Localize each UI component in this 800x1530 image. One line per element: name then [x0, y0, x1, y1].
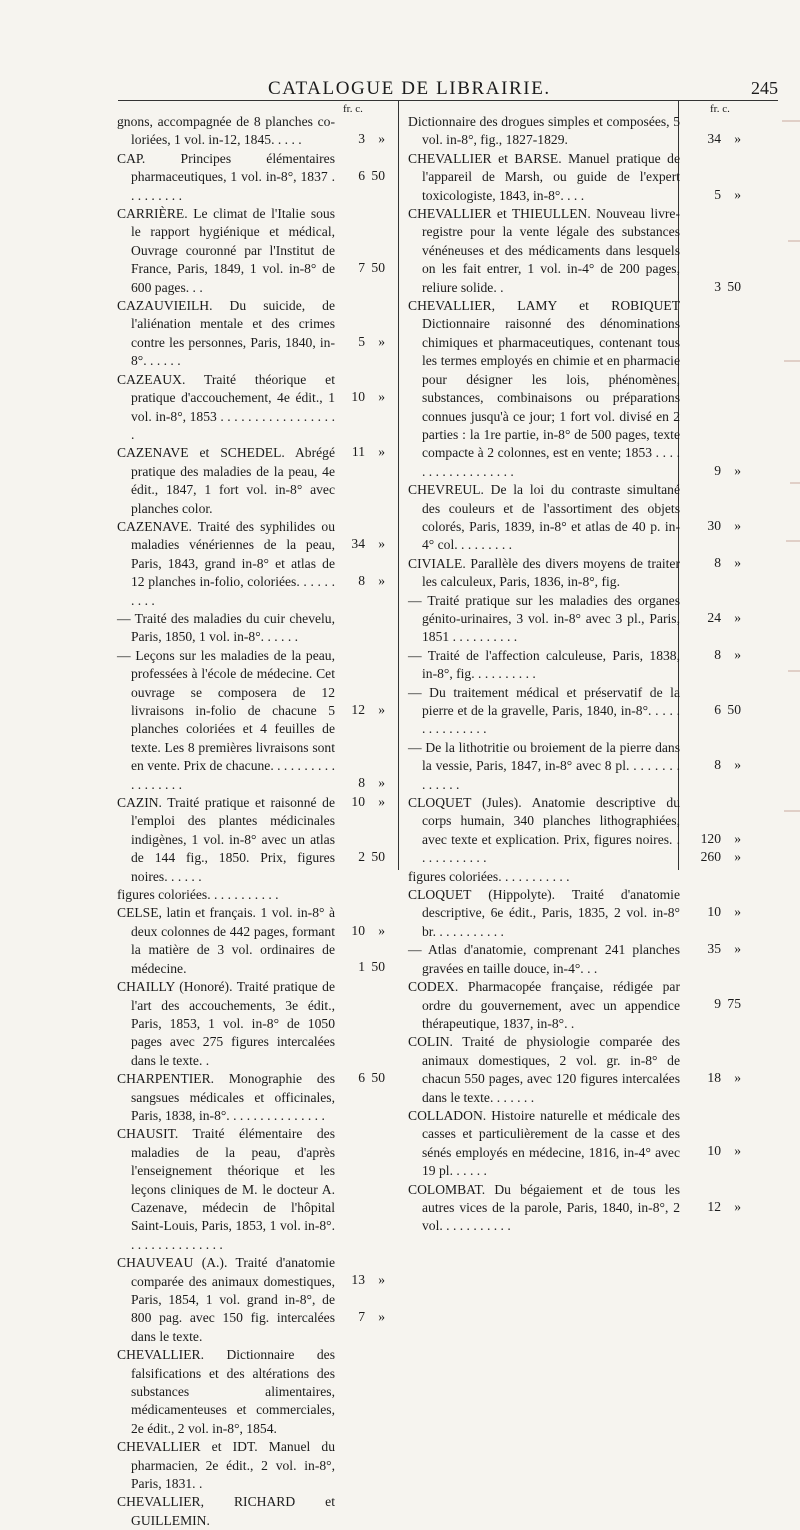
price-row	[695, 647, 741, 663]
left-column	[117, 113, 335, 1530]
right-column	[408, 113, 680, 1236]
catalogue-entry: — Traité de l'affection calculeuse, Paris, 1838, in-8°, fig. . . . . . . . . .	[408, 647, 680, 682]
catalogue-entry: COLOMBAT. Du bégaiement et de tous les autres vices de la parole, Paris, 1840, in-8°, 2 vol. . . . . . . . . . .	[408, 1181, 680, 1234]
price-row	[339, 1070, 385, 1086]
price-francs: 35	[707, 941, 721, 956]
running-title: CATALOGUE DE LIBRAIRIE.	[268, 78, 551, 99]
price-centimes: »	[378, 701, 385, 717]
catalogue-entry: CHEVALLIER, RICHARD et GUILLEMIN.	[117, 1494, 335, 1528]
catalogue-entry: — Traité des maladies du cuir chevelu, Paris, 1850, 1 vol. in-8°. . . . . .	[117, 610, 335, 645]
price-row	[695, 1070, 741, 1086]
catalogue-entry: gnons, accompagnée de 8 planches co-loriées, 1 vol. in-12, 1845. . . . .	[117, 114, 335, 148]
price-row	[339, 573, 385, 589]
catalogue-entry: CHAUVEAU (A.). Traité d'anatomie comparée des animaux domestiques, Paris, 1854, 1 vol. grand in-8°, de 800 pag. avec 150 fig. intercalées dans le texte.	[117, 1255, 335, 1344]
price-centimes: »	[734, 941, 741, 956]
price-francs: 34	[351, 536, 365, 552]
price-centimes: »	[734, 646, 741, 662]
column-divider	[398, 100, 399, 870]
price-francs: 1	[358, 959, 365, 975]
page-edge-bleed	[778, 110, 800, 870]
price-row	[339, 775, 385, 791]
price-centimes: »	[734, 517, 741, 533]
price-row	[339, 849, 385, 865]
price-centimes: 50	[371, 260, 385, 276]
price-header-right: fr. c.	[710, 103, 730, 115]
price-row	[339, 959, 385, 975]
header-rule	[118, 100, 778, 101]
catalogue-entry: CHARPENTIER. Monographie des sangsues médicales et officinales, Paris, 1838, in-8°. . . . . . . . . . . . . . .	[117, 1071, 335, 1123]
catalogue-entry: — Leçons sur les maladies de la peau, professées à l'école de médecine. Cet ouvrage se composera de 12 livraisons in-folio de chacune 5 planches coloriées et 4 feuilles de texte. Les 8 premières livraisons sont en vente. Prix de chacune. . . . . . . . . . . . . . . . . .	[117, 647, 335, 792]
catalogue-entry: figures coloriées. . . . . . . . . . .	[408, 868, 570, 884]
price-row	[339, 1272, 385, 1288]
catalogue-entry: CHEVALLIER. Dictionnaire des falsifications et des altérations des substances alimentaires, médicamenteuses et commerciales, 2e édit., 2 vol. in-8°, 1854.	[117, 1347, 335, 1436]
price-francs: 3	[714, 278, 721, 294]
price-francs: 10	[351, 922, 365, 938]
catalogue-entry: — Atlas d'anatomie, comprenant 241 planches gravées en taille douce, in-4°. . .	[408, 942, 680, 976]
price-row	[695, 463, 741, 479]
price-centimes: »	[734, 609, 741, 625]
price-centimes: »	[378, 333, 385, 349]
catalogue-entry: CAZENAVE. Traité des syphilides ou maladies vénériennes de la peau, Paris, 1843, grand in-8° et atlas de 12 planches in-folio, coloriées. . . . . . . . . .	[117, 518, 335, 608]
price-row	[695, 996, 741, 1012]
price-francs: 6	[358, 1069, 365, 1085]
price-centimes: 50	[371, 168, 385, 184]
price-row	[695, 187, 741, 203]
price-francs: 120	[700, 830, 721, 846]
price-row	[695, 757, 741, 773]
price-francs: 12	[351, 701, 365, 717]
price-row	[695, 555, 741, 571]
price-francs: 24	[707, 609, 721, 625]
price-centimes: »	[378, 775, 385, 791]
price-row	[695, 1143, 741, 1159]
price-centimes: »	[734, 186, 741, 202]
catalogue-entry: CLOQUET (Jules). Anatomie descriptive du corps humain, 340 planches lithographiées, avec texte et explication. Prix, figures noires. . . . . . . . . . . .	[408, 795, 680, 866]
catalogue-entry: CELSE, latin et français. 1 vol. in-8° à deux colonnes de 442 pages, formant la matière de 3 vol. ordinaires de médecine.	[117, 905, 335, 976]
page-header	[118, 78, 778, 102]
price-row	[695, 941, 741, 957]
price-row	[695, 702, 741, 718]
price-row	[695, 131, 741, 147]
price-centimes: »	[734, 830, 741, 846]
price-centimes: 50	[371, 959, 385, 975]
catalogue-entry: CHEVALLIER, LAMY et ROBIQUET Dictionnaire raisonné des dénominations chimiques et pharmaceutiques, contenant tous les termes employés en chimie et en pharmacie pour désigner les lois, phénomènes, substances, combinaisons ou préparations connues jusqu'à ce jour; 1 fort vol. divisé en 2 parties : la 1re partie, in-8° de 500 pages, texte compacte à 2 colonnes, est en vente; 1853 . . . . . . . . . . . . . . . . . .	[408, 298, 680, 479]
catalogue-entry: CLOQUET (Hippolyte). Traité d'anatomie descriptive, 6e édit., Paris, 1835, 2 vol. in-8° br. . . . . . . . . . .	[408, 887, 680, 939]
price-francs: 5	[714, 186, 721, 202]
price-francs: 5	[358, 333, 365, 349]
price-centimes: »	[378, 793, 385, 809]
price-row	[695, 831, 741, 847]
price-centimes: »	[378, 536, 385, 552]
price-francs: 3	[358, 131, 365, 147]
price-row	[339, 260, 385, 276]
price-row	[339, 536, 385, 552]
price-centimes: »	[378, 922, 385, 938]
catalogue-entry: CAZEAUX. Traité théorique et pratique d'accouchement, 4e édit., 1 vol. in-8°, 1853 . . . . . . . . . . . . . . . . . .	[117, 371, 335, 442]
catalogue-entry: CAZENAVE et SCHEDEL. Abrégé pratique des maladies de la peau, 4e édit., 1847, 1 fort vol. in-8° avec planches color.	[117, 445, 335, 516]
price-row	[339, 923, 385, 939]
catalogue-entry: CAP. Principes élémentaires pharmaceutiques, 1 vol. in-8°, 1837 . . . . . . . . .	[117, 150, 335, 203]
catalogue-entry: — Traité pratique sur les maladies des organes génito-urinaires, 3 vol. in-8° avec 3 pl., Paris, 1851 . . . . . . . . . .	[408, 592, 680, 645]
price-centimes: 50	[371, 1069, 385, 1085]
price-header-left: fr. c.	[343, 103, 363, 115]
price-francs: 260	[700, 849, 721, 864]
price-centimes: »	[734, 462, 741, 478]
price-francs: 7	[358, 1309, 365, 1324]
price-centimes: 50	[371, 849, 385, 864]
price-row	[339, 131, 385, 147]
price-row	[695, 279, 741, 295]
price-francs: 30	[707, 517, 721, 533]
price-row	[339, 334, 385, 350]
price-centimes: »	[734, 131, 741, 147]
price-row	[339, 389, 385, 405]
catalogue-entry: CHEVREUL. De la loi du contraste simultané des couleurs et de l'assortiment des objets colorés, Paris, 1839, in-8° et atlas de 40 p. in-4° col. . . . . . . . .	[408, 482, 680, 553]
catalogue-entry: CAZAUVIEILH. Du suicide, de l'aliénation mentale et des crimes contre les personnes, Paris, 1840, in-8°. . . . . .	[117, 298, 335, 369]
price-row	[695, 1199, 741, 1215]
catalogue-entry: — Du traitement médical et préservatif de la pierre et de la gravelle, Paris, 1840, in-8°. . . . . . . . . . . . . . .	[408, 684, 680, 737]
price-centimes: »	[734, 904, 741, 920]
price-row	[339, 1309, 385, 1325]
page-number: 245	[751, 78, 778, 98]
price-francs: 13	[351, 1272, 365, 1288]
price-francs: 8	[358, 775, 365, 791]
price-francs: 9	[714, 996, 721, 1012]
price-centimes: 75	[727, 996, 741, 1012]
price-centimes: »	[734, 757, 741, 772]
catalogue-entry: CHEVALLIER et THIEULLEN. Nouveau livre-registre pour la vente légale des substances vénéneuses et des médicaments dans lesquels on les fait entrer, 1 vol. in-4° de 200 pages, reliure solide. .	[408, 206, 680, 295]
price-centimes: »	[378, 1309, 385, 1324]
price-row	[695, 904, 741, 920]
price-francs: 8	[714, 646, 721, 662]
price-francs: 6	[714, 701, 721, 717]
price-francs: 10	[707, 904, 721, 920]
catalogue-entry: COLIN. Traité de physiologie comparée des animaux domestiques, 2 vol. gr. in-8° de chacun 550 pages, avec 120 figures intercalées dans le texte. . . . . . .	[408, 1034, 680, 1105]
price-row	[339, 794, 385, 810]
price-francs: 8	[714, 757, 721, 772]
price-francs: 8	[358, 573, 365, 588]
price-centimes: »	[378, 1272, 385, 1288]
catalogue-entry: CHAILLY (Honoré). Traité pratique de l'art des accouchements, 3e édit., Paris, 1853, 1 vol. in-8° de 1050 pages avec 275 figures intercalées dans le texte. .	[117, 979, 335, 1068]
price-francs: 8	[714, 554, 721, 570]
price-centimes: »	[734, 554, 741, 570]
catalogue-entry: CHEVALLIER et IDT. Manuel du pharmacien, 2e édit., 2 vol. in-8°, Paris, 1831. .	[117, 1439, 335, 1492]
catalogue-entry: figures coloriées. . . . . . . . . . .	[117, 887, 279, 903]
price-row	[695, 610, 741, 626]
catalogue-entry: CHAUSIT. Traité élémentaire des maladies de la peau, d'après l'enseignement théorique et les leçons cliniques de M. le docteur A. Cazenave, médecin de l'hôpital Saint-Louis, Paris, 1853, 1 vol. in-8°. . . . . . . . . . . . . . .	[117, 1126, 335, 1252]
price-francs: 2	[358, 849, 365, 864]
price-centimes: »	[734, 1143, 741, 1159]
price-centimes: »	[378, 444, 385, 460]
price-centimes: »	[734, 849, 741, 864]
price-centimes: 50	[727, 278, 741, 294]
price-francs: 10	[351, 793, 365, 809]
price-centimes: »	[378, 573, 385, 588]
price-row	[339, 444, 385, 460]
price-row	[695, 849, 741, 865]
price-francs: 10	[707, 1143, 721, 1159]
price-centimes: 50	[727, 701, 741, 717]
price-centimes: »	[378, 389, 385, 404]
catalogue-entry: CHEVALLIER et BARSE. Manuel pratique de l'appareil de Marsh, ou guide de l'expert toxicologiste, 1843, in-8°. . . .	[408, 150, 680, 203]
price-row	[339, 702, 385, 718]
price-francs: 7	[358, 260, 365, 276]
price-centimes: »	[734, 1069, 741, 1085]
catalogue-entry: — De la lithotritie ou broiement de la pierre dans la vessie, Paris, 1847, in-8° avec 8 pl. . . . . . . . . . . . . .	[408, 739, 680, 792]
price-francs: 12	[707, 1198, 721, 1214]
catalogue-entry: CAZIN. Traité pratique et raisonné de l'emploi des plantes médicinales indigènes, 1 vol. in-8° avec un atlas de 144 fig., 1850. Prix, figures noires. . . . . .	[117, 795, 335, 884]
price-francs: 10	[351, 389, 365, 404]
price-francs: 11	[351, 444, 365, 460]
price-francs: 34	[707, 131, 721, 147]
price-francs: 9	[714, 462, 721, 478]
catalogue-entry: COLLADON. Histoire naturelle et médicale des casses et particulièrement de la casse et des sénés employés en médecine, 1816, in-4° avec 19 pl. . . . . .	[408, 1107, 680, 1179]
price-francs: 6	[358, 168, 365, 184]
catalogue-entry: CODEX. Pharmacopée française, rédigée par ordre du gouvernement, avec un appendice thérapeutique, 1837, in-8°. .	[408, 979, 680, 1031]
catalogue-entry: CARRIÈRE. Le climat de l'Italie sous le rapport hygiénique et médical, Ouvrage couronné par l'Institut de France, Paris, 1849, 1 vol. in-8° de 600 pages. . .	[117, 206, 335, 295]
price-row	[339, 168, 385, 184]
price-centimes: »	[734, 1198, 741, 1214]
catalogue-entry: CIVIALE. Parallèle des divers moyens de traiter les calculeux, Paris, 1836, in-8°, fig.	[408, 555, 680, 590]
catalogue-entry: Dictionnaire des drogues simples et composées, 5 vol. in-8°, fig., 1827-1829.	[408, 114, 680, 148]
price-centimes: »	[378, 131, 385, 147]
price-row	[695, 518, 741, 534]
price-francs: 18	[707, 1069, 721, 1085]
